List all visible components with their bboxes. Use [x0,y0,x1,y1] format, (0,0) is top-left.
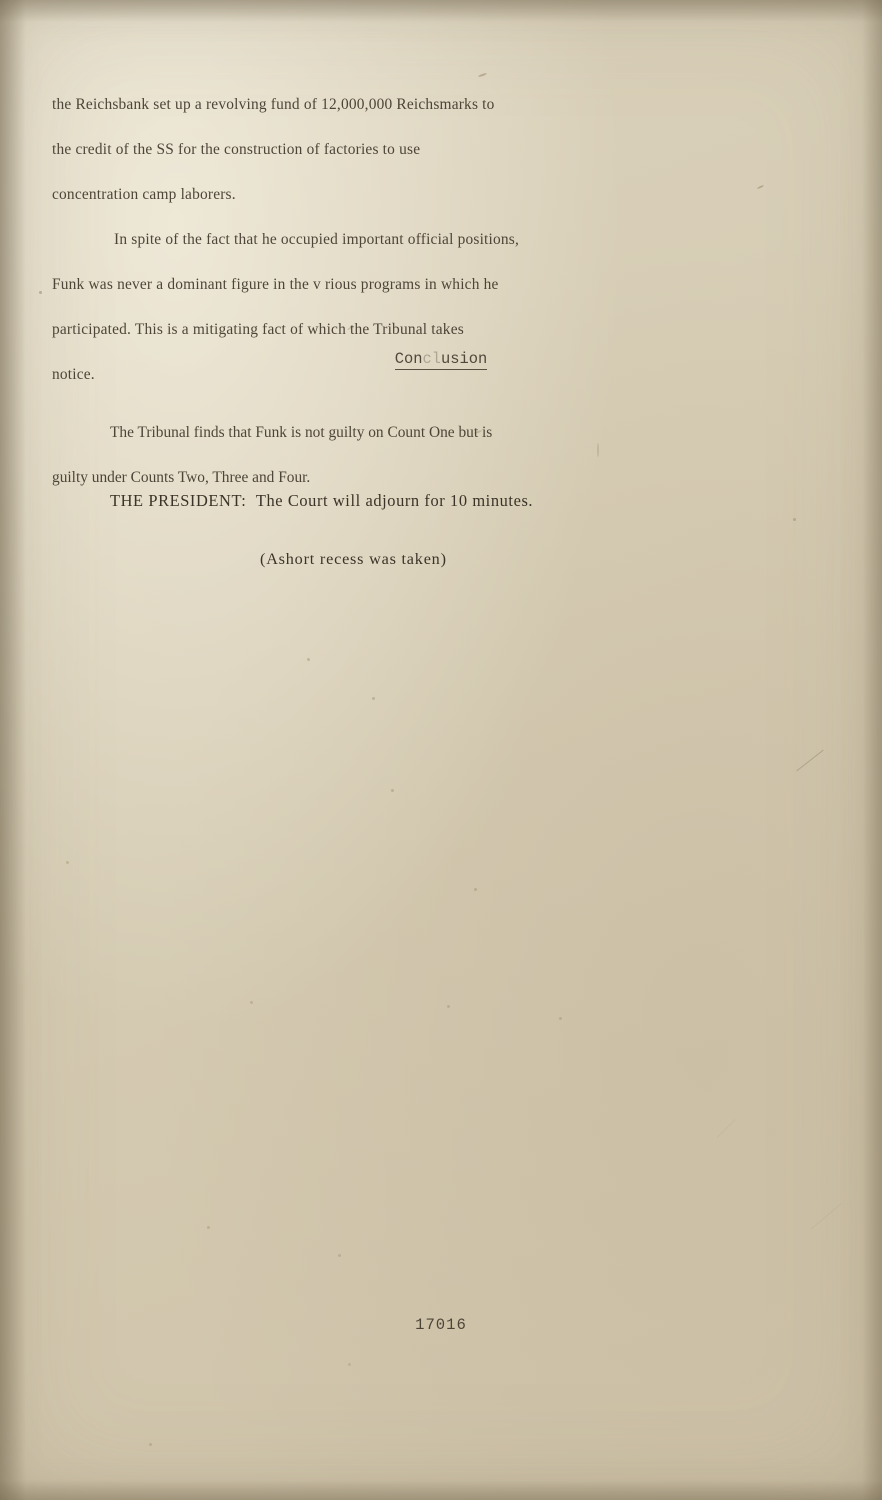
paper-speck [447,1005,450,1008]
section-heading-prefix: Con [394,350,423,368]
paragraph-1-line-2: the credit of the SS for the construction of factories to use [52,141,421,158]
paragraph-2-line-2: Funk was never a dominant figure in the v rious programs in which he [52,276,499,293]
paragraph-2-line-3: participated. This is a mitigating fact of which the Tribunal takes [52,321,464,338]
findings-line-2: guilty under Counts Two, Three and Four. [52,469,311,486]
section-heading [0,350,882,368]
paper-speck [559,1017,562,1020]
paper-scratch [796,750,823,772]
paper-speck [207,1226,210,1229]
paper-scratch [810,1203,841,1229]
paper-speck [474,888,477,891]
findings-line-1: The Tribunal finds that Funk is not guilty on Count One but is [110,424,493,441]
page-edge-shadow-right [862,0,882,1500]
paper-speck [149,1443,152,1446]
paragraph-1 [52,82,772,217]
paper-speck [307,658,310,661]
stage-direction [52,542,812,576]
paper-scratch [716,1119,735,1138]
section-heading-text [395,350,487,370]
section-heading-suffix: usion [441,350,488,368]
paper-speck [66,861,69,864]
paragraph-2 [52,217,772,397]
page-edge-shadow-bottom [0,1480,882,1500]
stage-direction-text: (Ashort recess was taken) [260,550,447,568]
page-number: 17016 [415,1316,467,1334]
page-edge-shadow-top [0,0,882,22]
paragraph-1-line-3: concentration camp laborers. [52,186,236,203]
paragraph-2-line-4: notice. [52,366,95,383]
section-heading-faded: cl [422,350,441,368]
paper-speck [39,291,42,294]
paper-speck [478,73,487,78]
page-edge-shadow-left [0,0,26,1500]
paragraph-2-line-1: In spite of the fact that he occupied important official positions, [114,231,520,248]
paper-speck [250,1001,253,1004]
paper-speck [338,1254,341,1257]
paper-speck [391,789,394,792]
paper-speck [793,518,796,521]
paper-speck [372,697,375,700]
president-speaker-label: THE PRESIDENT: [110,491,247,510]
president-statement [52,484,812,518]
paragraph-1-line-1: the Reichsbank set up a revolving fund of 12,000,000 Reichsmarks to [52,96,495,113]
paper-speck [348,1363,351,1366]
president-statement-text: The Court will adjourn for 10 minutes. [255,491,534,510]
